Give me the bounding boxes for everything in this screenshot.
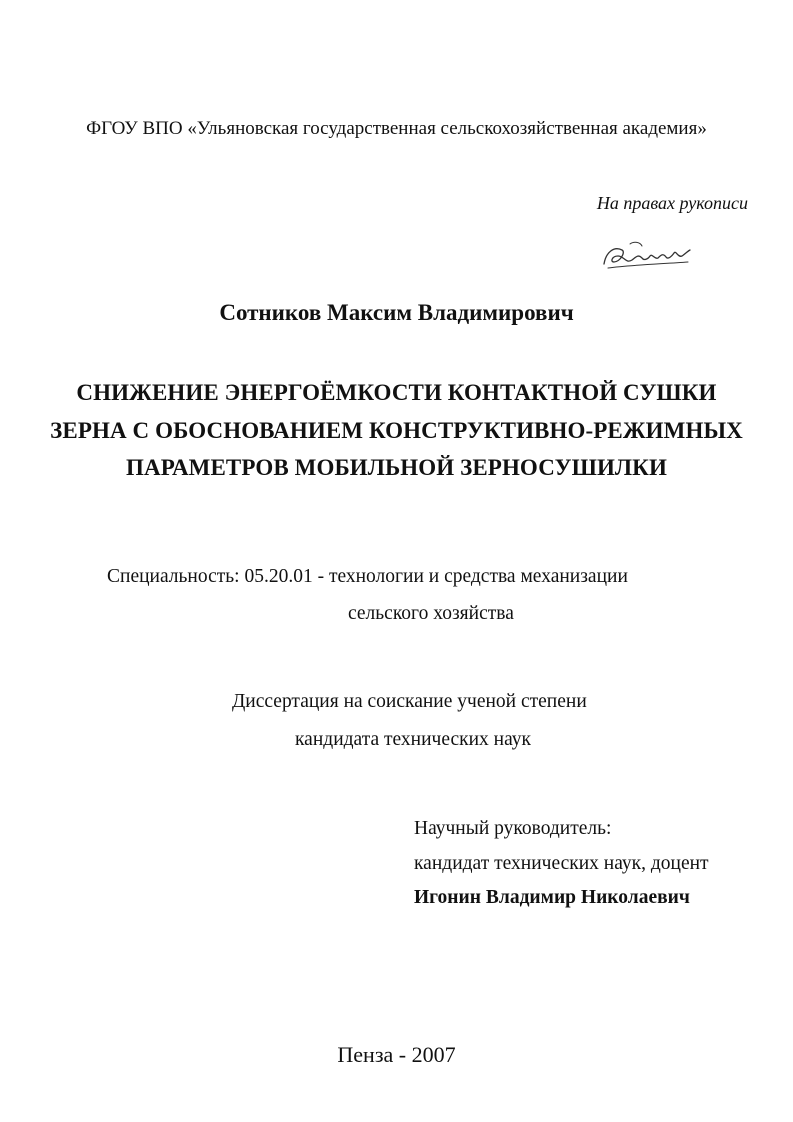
advisor-name: Игонин Владимир Николаевич [414, 887, 690, 908]
author-name: Сотников Максим Владимирович [219, 300, 574, 325]
advisor-label: Научный руководитель: [414, 818, 612, 839]
specialty-line: сельского хозяйства [348, 603, 514, 624]
degree-line: кандидата технических наук [295, 729, 531, 750]
dissertation-title-line: ПАРАМЕТРОВ МОБИЛЬНОЙ ЗЕРНОСУШИЛКИ [126, 455, 667, 480]
degree-line: Диссертация на соискание ученой степени [232, 691, 587, 712]
institution-name: ФГОУ ВПО «Ульяновская государственная сельскохозяйственная академия» [86, 118, 707, 139]
dissertation-title-line: СНИЖЕНИЕ ЭНЕРГОЁМКОСТИ КОНТАКТНОЙ СУШКИ [76, 380, 717, 405]
specialty-line: Специальность: 05.20.01 - технологии и средства механизации [107, 566, 628, 587]
city-year: Пенза - 2007 [337, 1042, 456, 1067]
signature-icon [600, 238, 692, 272]
rights-note: На правах рукописи [596, 193, 748, 213]
dissertation-title-line: ЗЕРНА С ОБОСНОВАНИЕМ КОНСТРУКТИВНО-РЕЖИМНЫХ [50, 418, 743, 443]
advisor-degree: кандидат технических наук, доцент [414, 853, 709, 874]
